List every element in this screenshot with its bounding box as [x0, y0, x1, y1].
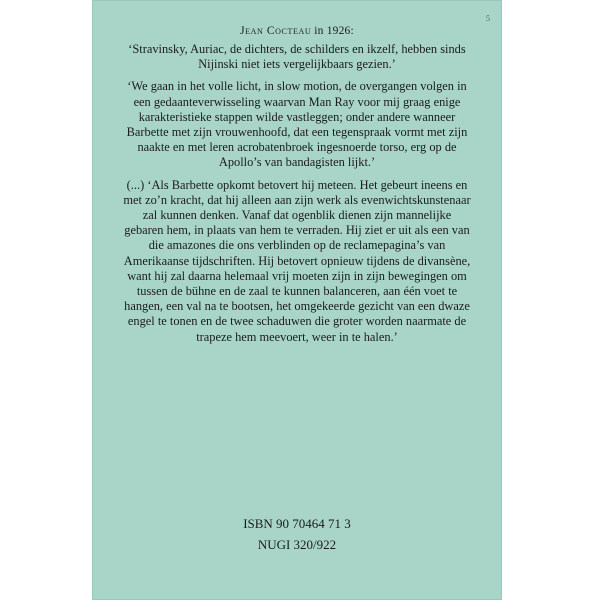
- text-line: zal kunnen denken. Vanaf dat ogenblik dienen zijn mannelijke: [142, 208, 452, 223]
- text-content: [110, 25, 484, 352]
- text-line: gebaren hem, in plaats van hem te verraden. Hij ziet er uit als een van: [124, 223, 470, 238]
- text-line: ‘We gaan in het volle licht, in slow motion, de overgangen volgen in: [127, 79, 467, 94]
- text-line: Nijinski niet iets vergelijkbaars gezien.’: [198, 57, 396, 72]
- page-number: 5: [486, 14, 490, 23]
- text-line: (...) ‘Als Barbette opkomt betovert hij meteen. Het gebeurt ineens en: [126, 177, 468, 192]
- text-line: want hij zal daarna helemaal vrij moeten zijn in zijn bewegingen om: [127, 268, 467, 283]
- publication-info: [92, 513, 502, 555]
- isbn-number: ISBN 90 70464 71 3: [243, 516, 351, 531]
- heading: [110, 25, 484, 37]
- text-line: naakte en met leren acrobatenbroek ingesnoerde torso, erg op de: [137, 140, 457, 155]
- text-line: ‘Stravinsky, Auriac, de dichters, de schilders en ikzelf, hebben sinds: [128, 42, 466, 56]
- text-line: Apollo’s van bandagisten lijkt.’: [218, 155, 376, 170]
- text-line: een gedaanteverwisseling waarvan Man Ray voor mij graag enige: [133, 94, 461, 109]
- author-name: Jean Cocteau: [240, 25, 312, 37]
- text-line: engel te tonen en de twee schaduwen die groter worden naarmate de: [127, 314, 467, 329]
- text-line: trapeze hem meevoert, weer in te halen.’: [196, 329, 398, 344]
- text-line: Amerikaanse tijdschriften. Hij betovert opnieuw tijdens de divansène,: [123, 253, 471, 268]
- quote-paragraph-3: [110, 178, 484, 345]
- text-line: tussen de bühne en de zaal te kunnen balanceren, aan één voet te: [136, 284, 458, 299]
- text-line: Barbette met zijn vrouwenhoofd, dat een tegenspraak vormt met zijn: [126, 125, 468, 140]
- quote-paragraph-2: [110, 79, 484, 170]
- text-line: karakteristieke stappen wilde vastleggen; onder andere wanneer: [138, 109, 456, 124]
- nugi-code: NUGI 320/922: [257, 537, 337, 552]
- text-line: die amazones die ons verblinden op de reclamepagina’s van: [148, 238, 446, 253]
- text-line: met zo’n kracht, dat hij alleen aan zijn werk als evenwichtskunstenaar: [123, 192, 471, 207]
- quote-paragraph-1: [110, 42, 484, 72]
- text-line: hangen, een val na te bootsen, het omgekeerde gezicht van een dwaze: [124, 299, 470, 314]
- heading-year: in 1926:: [314, 25, 354, 37]
- back-cover: [92, 0, 502, 600]
